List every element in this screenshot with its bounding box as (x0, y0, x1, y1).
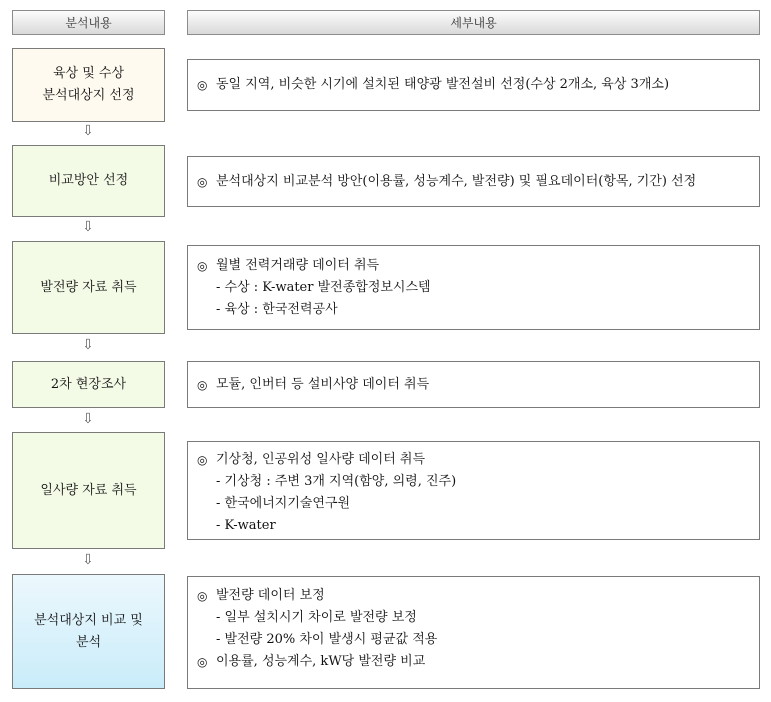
bullet-mark-icon: ◎ (197, 655, 208, 669)
detail-text: 기상청, 인공위성 일사량 데이터 취득 (216, 452, 426, 467)
detail-subitem: - 한국에너지기술연구원 (216, 496, 351, 511)
step-6-box (12, 574, 165, 689)
detail-item (197, 651, 759, 673)
detail-text: 동일 지역, 비슷한 시기에 설치된 태양광 발전설비 선정(수상 2개소, 육상 3개소) (216, 77, 670, 92)
detail-text: 분석대상지 비교분석 방안(이용률, 성능계수, 발전량) 및 필요데이터(항목, 기간) 선정 (216, 173, 697, 189)
step-1-label-line-2: 분석대상지 선정 (42, 88, 135, 103)
detail-text: 모듈, 인버터 등 설비사양 데이터 취득 (216, 376, 430, 392)
step-5-box (12, 432, 165, 549)
step-3-label-line-1: 발전량 자료 취득 (40, 279, 137, 295)
detail-subitem: - 육상 : 한국전력공사 (216, 302, 338, 317)
bullet-mark-icon: ◎ (197, 259, 208, 273)
header-analysis-content-label: 분석내용 (65, 16, 112, 30)
down-arrow-icon: ⇩ (82, 123, 94, 139)
detail-item (197, 255, 759, 277)
detail-item (197, 374, 759, 396)
step-4-label-line-1: 2차 현장조사 (50, 376, 127, 392)
step-6-label-line-1: 분석대상지 비교 및 (34, 612, 143, 628)
bullet-mark-icon: ◎ (197, 453, 208, 467)
step-4-detail-box (187, 361, 760, 408)
detail-subitem: - 기상청 : 주변 3개 지역(함양, 의령, 진주) (216, 474, 457, 489)
bullet-mark-icon: ◎ (197, 174, 208, 189)
step-1-label-line-1: 육상 및 수상 (52, 66, 125, 81)
down-arrow-icon: ⇩ (82, 219, 94, 235)
down-arrow-icon: ⇩ (82, 552, 94, 568)
step-5-label-line-1: 일사량 자료 취득 (40, 482, 137, 498)
step-6-detail-box (187, 576, 760, 689)
step-5-detail-box (187, 441, 760, 540)
detail-subitem: - 수상 : K-water 발전종합정보시스템 (216, 280, 431, 295)
header-analysis-content (12, 10, 165, 35)
down-arrow-icon: ⇩ (82, 411, 94, 427)
bullet-mark-icon: ◎ (197, 78, 208, 92)
step-2-label-line-1: 비교방안 선정 (48, 173, 129, 188)
step-1-detail-box (187, 59, 760, 111)
header-detail-content (187, 10, 760, 35)
step-6-label-line-2: 분석 (75, 634, 102, 650)
step-2-box (12, 145, 165, 217)
step-2-detail-box (187, 156, 760, 207)
detail-subitem: - 발전량 20% 차이 발생시 평균값 적용 (216, 632, 438, 647)
detail-subitem: - K-water (216, 518, 276, 533)
detail-text: 월별 전력거래량 데이터 취득 (216, 258, 380, 273)
step-3-box (12, 241, 165, 334)
down-arrow-icon: ⇩ (82, 337, 94, 353)
detail-subitem: - 일부 설치시기 차이로 발전량 보정 (216, 610, 417, 625)
bullet-mark-icon: ◎ (197, 377, 208, 392)
detail-item (197, 585, 759, 607)
bullet-mark-icon: ◎ (197, 589, 208, 603)
header-detail-content-label: 세부내용 (450, 16, 497, 30)
detail-text: 이용률, 성능계수, kW당 발전량 비교 (216, 654, 426, 669)
step-3-detail-box (187, 245, 760, 330)
detail-item (197, 449, 759, 471)
detail-text: 발전량 데이터 보정 (216, 588, 325, 603)
step-1-box (12, 48, 165, 122)
detail-item (197, 171, 759, 193)
detail-item (197, 74, 759, 96)
step-4-box (12, 361, 165, 408)
